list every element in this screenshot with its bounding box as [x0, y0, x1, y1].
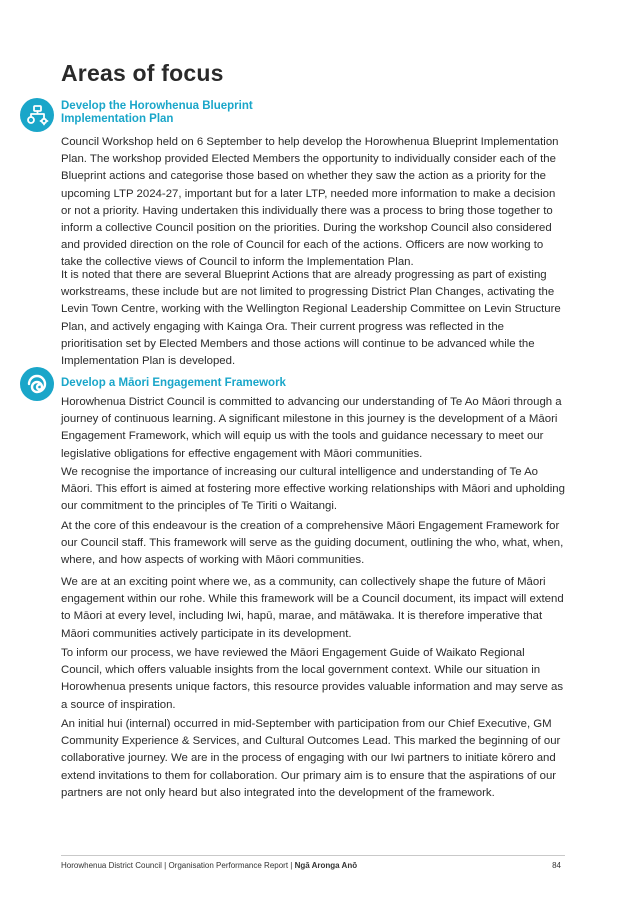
- section-heading-line: Develop a Māori Engagement Framework: [61, 377, 286, 389]
- paragraph: We are at an exciting point where we, as a community, can collectively shape the future of Māori engagement within our rohe. While this framework will be a Council document, its impact will extend to Māori at every level, including Iwi, hapū, marae, and mātāwaka. It is therefore imperative that Māori communities actively participate in its development.: [61, 576, 564, 640]
- paragraph: At the core of this endeavour is the creation of a comprehensive Māori Engagement Framework for our Council staff. This framework will serve as the guiding document, outlining the who, what, when, where, and how aspects of working with Māori communities.: [61, 520, 564, 567]
- paragraph: An initial hui (internal) occurred in mid-September with participation from our Chief Executive, GM Community Experience & Services, and Cultural Outcomes Lead. This marked the beginning of our collaborative journey. We are in the process of engaging with our Iwi partners to initiate kōrero and extend invitations to them for collaboration. Our primary aim is to ensure that the aspirations of our partners are not only heard but also integrated into the development of the framework.: [61, 718, 561, 799]
- paragraph: To inform our process, we have reviewed the Māori Engagement Guide of Waikato Regional Council, which offers valuable insights from the local government context. While our situation in Horowhenua presents unique factors, this resource provides valuable information and may serve as a source of inspiration.: [61, 647, 564, 711]
- koru-icon: [20, 367, 54, 401]
- blueprint-icon: [20, 98, 54, 132]
- paragraph: We recognise the importance of increasing our cultural intelligence and understanding of Te Ao Māori. This effort is aimed at fostering more effective working relationships with Māori and upholding our commitment to the principles of Te Tiriti o Waitangi.: [61, 466, 565, 513]
- paragraph: Horowhenua District Council is committed to advancing our understanding of Te Ao Māori through a journey of continuous learning. A significant milestone in this journey is the development of a Māori Engagement Framework, which will equip us with the tools and guidance necessary to meet our legislative obligations for effective engagement with Māori communities.: [61, 396, 562, 460]
- footer-report-name: Horowhenua District Council | Organisation Performance Report |: [61, 861, 295, 870]
- footer-divider: [61, 855, 565, 856]
- paragraph: It is noted that there are several Blueprint Actions that are already progressing as part of existing workstreams, these include but are not limited to progressing District Plan Changes, activating the Levin Town Centre, working with the Wellington Regional Leadership Committee on Levin Structure Plan, and actively engaging with Kainga Ora. Their current progress was reflected in the prioritisation set by Elected Members and those actions will continue to be advanced while the Implementation Plan is developed.: [61, 269, 561, 368]
- page-title: Areas of focus: [61, 60, 224, 86]
- section-heading-blueprint: [61, 100, 253, 126]
- section-heading-line: Develop the Horowhenua Blueprint: [61, 100, 253, 112]
- section-heading-line: Implementation Plan: [61, 113, 174, 125]
- footer-emphasis: Ngā Aronga Anō: [294, 861, 358, 870]
- footer-text: [61, 861, 357, 870]
- paragraph: Council Workshop held on 6 September to help develop the Horowhenua Blueprint Implementation Plan. The workshop provided Elected Members the opportunity to individually consider each of the Blueprint actions and categorise those based on whether they saw the action as a priority for the upcoming LTP 2024-27, important but for a later LTP, needed more information to make a decision or not a priority. Having undertaken this individually there was a process to bring those together to inform a collective Council position on the priorities. During the workshop Council also considered and provided direction on the role of Council for each of the actions. Officers are now working to take the collective views of Council to inform the Implementation Plan.: [61, 136, 559, 269]
- page-number: 84: [552, 861, 561, 870]
- section-heading-maori-engagement: [61, 377, 286, 390]
